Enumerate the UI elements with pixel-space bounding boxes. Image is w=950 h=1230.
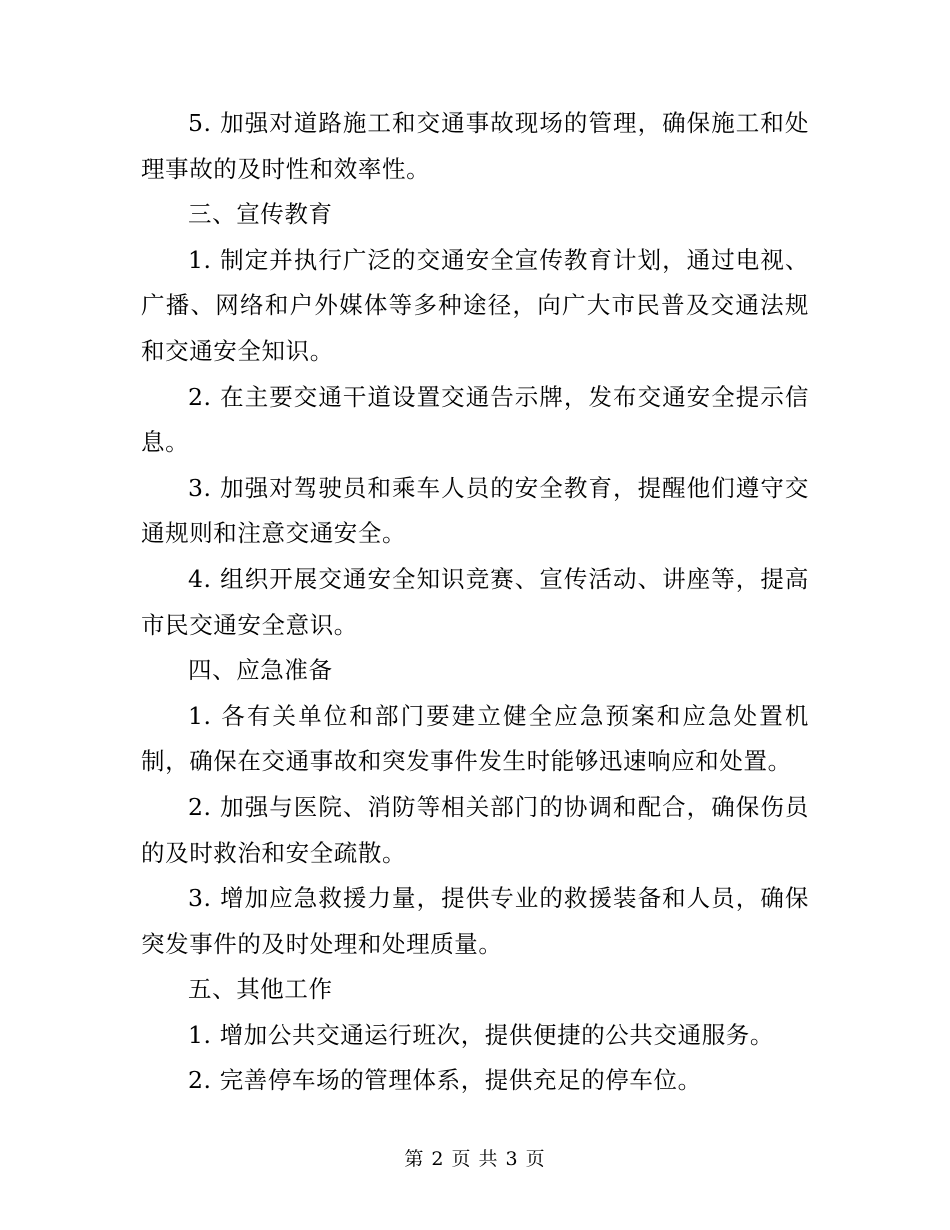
paragraph-item-4: 4. 组织开展交通安全知识竞赛、宣传活动、讲座等，提高市民交通安全意识。 (141, 564, 809, 639)
paragraph-item-1: 1. 制定并执行广泛的交通安全宣传教育计划，通过电视、广播、网络和户外媒体等多种途径，向广大市民普及交通法规和交通安全知识。 (141, 245, 809, 365)
section-heading-other-work: 五、其他工作 (188, 975, 333, 1004)
paragraph-item-2: 2. 加强与医院、消防等相关部门的协调和配合，确保伤员的及时救治和安全疏散。 (141, 792, 809, 867)
paragraph-item-1: 1. 各有关单位和部门要建立健全应急预案和应急处置机制，确保在交通事故和突发事件发生时能够迅速响应和处置。 (141, 701, 809, 776)
paragraph-item-5: 5. 加强对道路施工和交通事故现场的管理，确保施工和处理事故的及时性和效率性。 (141, 109, 809, 183)
page-number-footer: 第 2 页 共 3 页 (404, 1148, 546, 1170)
section-heading-emergency-preparation: 四、应急准备 (188, 656, 333, 685)
paragraph-item-3: 3. 加强对驾驶员和乘车人员的安全教育，提醒他们遵守交通规则和注意交通安全。 (141, 473, 809, 548)
paragraph-item-1: 1. 增加公共交通运行班次，提供便捷的公共交通服务。 (188, 1020, 774, 1049)
paragraph-item-2: 2. 在主要交通干道设置交通告示牌，发布交通安全提示信息。 (141, 382, 809, 457)
paragraph-item-2: 2. 完善停车场的管理体系，提供充足的停车位。 (188, 1066, 702, 1095)
section-heading-publicity-education: 三、宣传教育 (188, 200, 333, 229)
paragraph-item-3: 3. 增加应急救援力量，提供专业的救援装备和人员，确保突发事件的及时处理和处理质量。 (141, 884, 809, 958)
document-body (141, 101, 809, 1104)
